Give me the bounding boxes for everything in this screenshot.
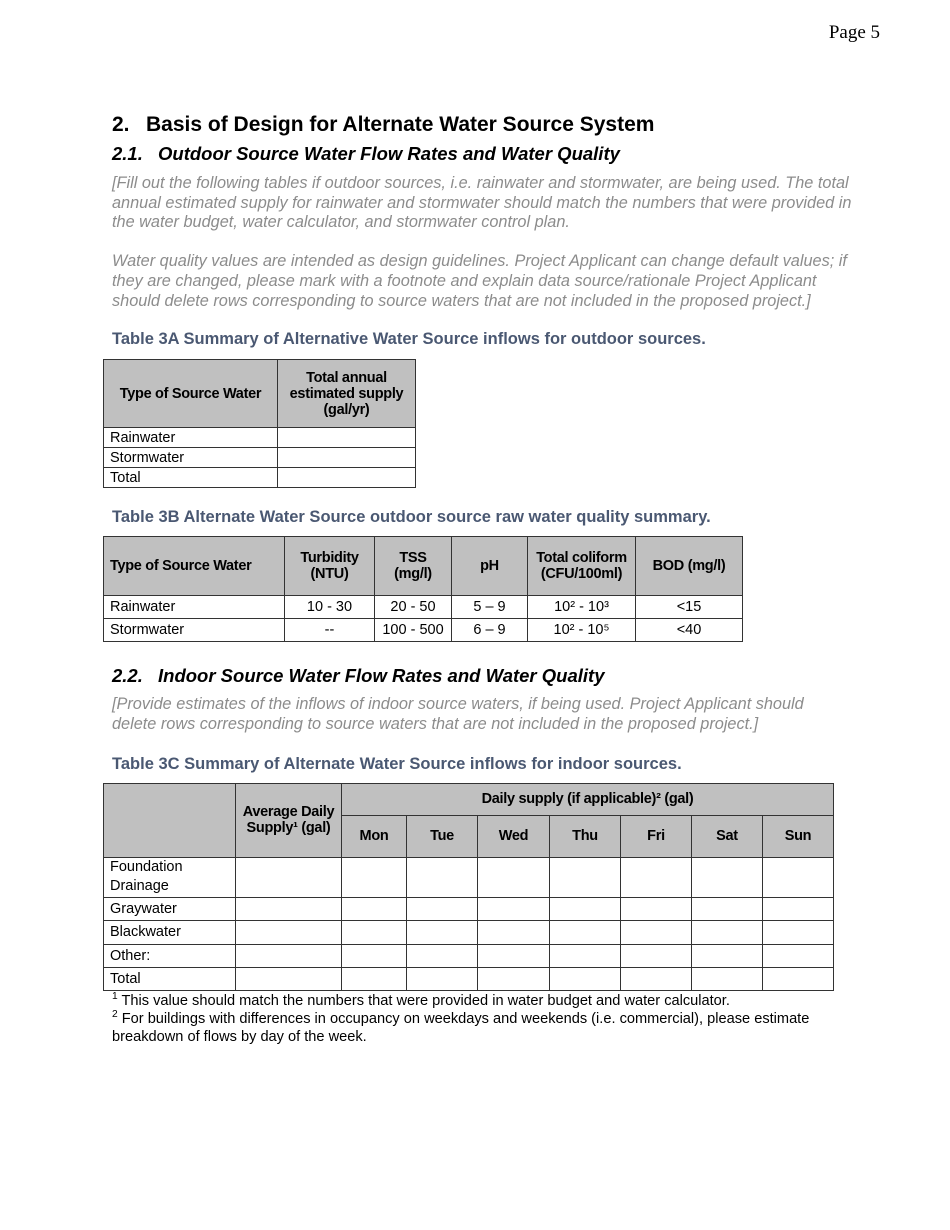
footnote-1-text: This value should match the numbers that were provided in water budget and water calculator. — [121, 992, 730, 1009]
table-cell[interactable] — [478, 944, 550, 967]
footnote-2-text: For buildings with differences in occupancy on weekdays and weekends (i.e. commercial), please estimate breakdown of flows by day of the week. — [112, 1010, 810, 1045]
table-3b-header-coliform: Total coliform (CFU/100ml) — [528, 537, 636, 596]
table-cell: Stormwater — [104, 448, 278, 468]
table-row — [104, 619, 743, 642]
table-3c — [103, 783, 834, 991]
table-cell[interactable] — [342, 920, 407, 944]
table-cell[interactable] — [478, 920, 550, 944]
table-cell: Total — [104, 468, 278, 488]
table-cell[interactable] — [236, 967, 342, 990]
table-cell: 100 - 500 — [375, 619, 452, 642]
footnote-2 — [112, 1010, 852, 1046]
table-3c-header-average: Average Daily Supply¹ (gal) — [236, 783, 342, 857]
table-cell[interactable] — [692, 897, 763, 920]
table-row-label: Blackwater — [104, 920, 236, 944]
table-cell[interactable] — [342, 944, 407, 967]
table-cell: Rainwater — [104, 596, 285, 619]
table-cell[interactable] — [236, 857, 342, 897]
table-row — [104, 920, 834, 944]
table-cell: 10² - 10⁵ — [528, 619, 636, 642]
table-cell[interactable] — [763, 857, 834, 897]
table-cell: <40 — [636, 619, 743, 642]
table-cell[interactable] — [692, 920, 763, 944]
table-cell[interactable] — [692, 944, 763, 967]
table-cell[interactable] — [278, 468, 416, 488]
subsection-heading-indoor — [112, 663, 852, 689]
table-3c-header-day: Thu — [550, 815, 621, 857]
table-cell[interactable] — [621, 967, 692, 990]
table-cell[interactable] — [342, 857, 407, 897]
water-quality-note: Water quality values are intended as design guidelines. Project Applicant can change default values; if they are changed, please mark with a footnote and explain data source/rationale Project Applicant should delete rows corresponding to source waters that are not included in the proposed project.] — [112, 252, 847, 310]
table-row — [104, 857, 834, 897]
table-cell: <15 — [636, 596, 743, 619]
table-3c-header-day: Mon — [342, 815, 407, 857]
table-3b — [103, 536, 743, 642]
table-row-label: Graywater — [104, 897, 236, 920]
table-3b-header-type: Type of Source Water — [104, 537, 285, 596]
table-cell[interactable] — [763, 920, 834, 944]
table-cell: -- — [285, 619, 375, 642]
table-cell: 6 – 9 — [452, 619, 528, 642]
table-cell[interactable] — [407, 944, 478, 967]
table-cell[interactable] — [692, 967, 763, 990]
table-cell[interactable] — [236, 944, 342, 967]
table-cell[interactable] — [278, 448, 416, 468]
table-cell[interactable] — [407, 857, 478, 897]
table-cell[interactable] — [478, 857, 550, 897]
table-cell[interactable] — [550, 920, 621, 944]
table-3c-header-day: Sat — [692, 815, 763, 857]
table-3a-caption: Table 3A Summary of Alternative Water Source inflows for outdoor sources. — [112, 330, 706, 349]
table-cell[interactable] — [621, 944, 692, 967]
table-3b-header-tss: TSS (mg/l) — [375, 537, 452, 596]
subsection-title: Indoor Source Water Flow Rates and Water Quality — [158, 665, 605, 687]
footnotes — [112, 992, 852, 1046]
table-cell[interactable] — [407, 897, 478, 920]
table-cell[interactable] — [478, 967, 550, 990]
outdoor-instructions: [Fill out the following tables if outdoor sources, i.e. rainwater and stormwater, are being used. The total annual estimated supply for rainwater and stormwater should match the numbers that were provided in the water budget, water calculator, and stormwater control plan. — [112, 174, 852, 232]
document-content — [112, 110, 852, 1046]
table-3b-header-bod: BOD (mg/l) — [636, 537, 743, 596]
table-cell[interactable] — [763, 897, 834, 920]
table-row-label: Total — [104, 967, 236, 990]
table-3c-header-day: Sun — [763, 815, 834, 857]
table-cell: 20 - 50 — [375, 596, 452, 619]
table-cell: 5 – 9 — [452, 596, 528, 619]
table-cell[interactable] — [763, 944, 834, 967]
subsection-heading-outdoor — [112, 141, 852, 167]
table-cell[interactable] — [278, 428, 416, 448]
footnote-1 — [112, 992, 852, 1010]
table-row — [104, 897, 834, 920]
table-3c-header-day: Wed — [478, 815, 550, 857]
table-cell: Rainwater — [104, 428, 278, 448]
table-row — [104, 448, 416, 468]
table-cell: Stormwater — [104, 619, 285, 642]
section-number: 2. — [112, 113, 130, 136]
table-3a-header-type: Type of Source Water — [104, 360, 278, 428]
table-cell[interactable] — [763, 967, 834, 990]
table-3b-header-turbidity: Turbidity (NTU) — [285, 537, 375, 596]
footnote-1-mark: 1 — [112, 990, 118, 1002]
table-3c-header-blank — [104, 783, 236, 857]
table-row — [104, 428, 416, 448]
table-3c-header-day: Fri — [621, 815, 692, 857]
table-3c-header-day: Tue — [407, 815, 478, 857]
table-cell[interactable] — [621, 857, 692, 897]
table-row-label: Other: — [104, 944, 236, 967]
page-number: Page 5 — [828, 22, 880, 43]
table-cell[interactable] — [236, 897, 342, 920]
table-3a-header-supply: Total annual estimated supply (gal/yr) — [278, 360, 416, 428]
subsection-title: Outdoor Source Water Flow Rates and Water Quality — [158, 143, 620, 164]
table-cell[interactable] — [621, 920, 692, 944]
section-heading — [112, 110, 852, 140]
table-3b-caption: Table 3B Alternate Water Source outdoor source raw water quality summary. — [112, 508, 711, 527]
table-cell[interactable] — [478, 897, 550, 920]
table-cell[interactable] — [692, 857, 763, 897]
table-cell[interactable] — [550, 944, 621, 967]
table-cell[interactable] — [550, 857, 621, 897]
subsection-number: 2.2. — [112, 665, 143, 687]
table-row — [104, 967, 834, 990]
table-cell[interactable] — [236, 920, 342, 944]
table-cell[interactable] — [550, 967, 621, 990]
table-cell[interactable] — [407, 920, 478, 944]
table-row-label: Foundation Drainage — [104, 857, 236, 897]
indoor-instructions: [Provide estimates of the inflows of indoor source waters, if being used. Project Applicant should delete rows corresponding to source waters that are not included in the proposed project.] — [112, 695, 804, 733]
table-3c-header-daily: Daily supply (if applicable)² (gal) — [342, 783, 834, 815]
table-cell[interactable] — [342, 897, 407, 920]
table-cell[interactable] — [342, 967, 407, 990]
table-row — [104, 468, 416, 488]
table-row — [104, 944, 834, 967]
table-cell[interactable] — [407, 967, 478, 990]
table-cell: 10 - 30 — [285, 596, 375, 619]
footnote-2-mark: 2 — [112, 1008, 118, 1020]
table-cell[interactable] — [550, 897, 621, 920]
section-title: Basis of Design for Alternate Water Source System — [146, 113, 655, 136]
table-row — [104, 596, 743, 619]
table-3a — [103, 359, 416, 488]
subsection-number: 2.1. — [112, 143, 143, 164]
table-cell: 10² - 10³ — [528, 596, 636, 619]
table-cell[interactable] — [621, 897, 692, 920]
table-3b-header-ph: pH — [452, 537, 528, 596]
table-3c-caption: Table 3C Summary of Alternate Water Source inflows for indoor sources. — [112, 754, 682, 773]
